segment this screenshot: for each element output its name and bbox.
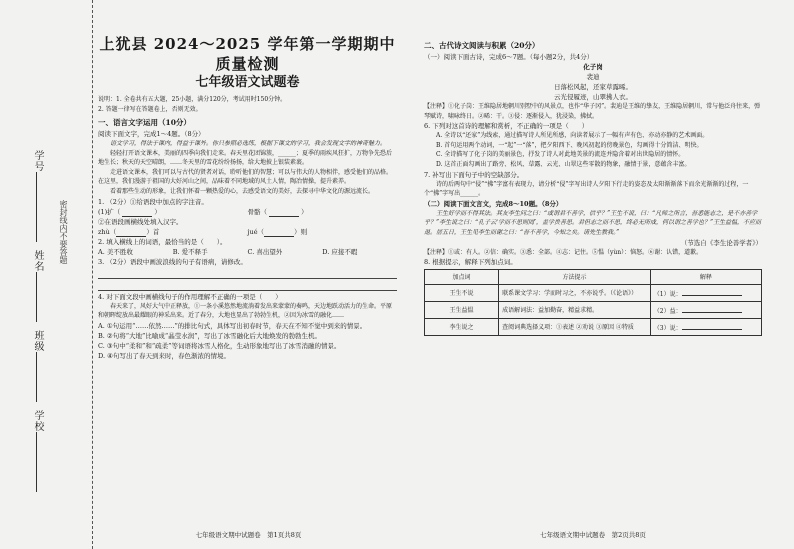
q1b-label: 骨骼（ bbox=[247, 207, 267, 216]
row1-answer-cell[interactable] bbox=[650, 285, 761, 302]
instruction-note-2: 2. 答题一律写在答题卷上，否则无效。 bbox=[98, 106, 202, 113]
row3-answer-label: （3）说： bbox=[653, 325, 682, 333]
q4-option-a[interactable]: A. ①句运用“……依然……”的排比句式，具体写出初春时节，春天在不知不觉中到来的情景。 bbox=[98, 321, 367, 330]
q3-answer-line-2[interactable] bbox=[98, 280, 397, 291]
poem-author: 裴迪 bbox=[586, 73, 600, 81]
question-4: 4. 对下面文段中画横线句子的作用理解不正确的一项是（ ） bbox=[98, 292, 282, 301]
q1d-blank-1[interactable] bbox=[116, 228, 146, 237]
q1a-blank[interactable] bbox=[122, 208, 152, 217]
col-header-answer: 解释 bbox=[650, 270, 761, 285]
table-row bbox=[425, 285, 762, 302]
q2-options bbox=[98, 247, 397, 257]
intro-text: 语文学习，得法于课内，得益于课外。你只参照必选练，根据下课文的学习，我会发现文字的神奇魅力。 bbox=[110, 140, 387, 147]
section-one-heading: 一、语言文字运用（10分） bbox=[98, 118, 191, 127]
row2-word: 王生益愠 bbox=[425, 302, 499, 319]
row1-answer-label: （1）说： bbox=[653, 291, 682, 299]
q2-option-a[interactable]: A. 美不胜收 bbox=[98, 247, 133, 256]
q1d-blank-2[interactable] bbox=[264, 228, 294, 237]
row2-answer-cell[interactable] bbox=[650, 302, 761, 319]
q1a-label: (1)扩（ bbox=[98, 207, 121, 216]
q4-option-b[interactable]: B. ②句将“大地”比喻成“晶莹水润”，写出了冰雪融化后大地焕发的勃勃生机。 bbox=[98, 331, 322, 340]
name-line[interactable] bbox=[36, 272, 37, 322]
q1d-b: ）首 bbox=[146, 227, 160, 236]
q2-option-d[interactable]: D. 应接不暇 bbox=[322, 247, 358, 256]
q6-option-a[interactable]: A. 全诗以“还家”为线索，通过描写诗人所见所感，向读者展示了一幅有声有色、亦动亦静的艺术画面。 bbox=[436, 132, 709, 140]
poem-line-1: 日落松风起，还家草露晞。 bbox=[554, 83, 632, 91]
row2-answer-blank[interactable] bbox=[682, 304, 742, 313]
passage-paragraph-3: 看着那些生动的形象，让我们怀着一颗热爱的心，去感受语文的美好，去探寻中华文化的源远流长。 bbox=[110, 187, 375, 195]
passage-source: （节选自《李生论善学者》） bbox=[680, 238, 762, 247]
q1d-c: jué（ bbox=[247, 227, 265, 236]
q2-option-c[interactable]: C. 喜出望外 bbox=[247, 247, 283, 256]
part-one-heading: （一）阅读下面古诗，完成6～7题。（每小题2分，共4分） bbox=[424, 53, 594, 61]
school-label: 学校 bbox=[32, 410, 43, 432]
student-number-label: 学号 bbox=[32, 150, 43, 172]
q6-option-b[interactable]: B. 首句运用两个动词，一“起”一“落”，把夕阳西下、晚风初起的傍晚景色，勾画得十分简洁、明快。 bbox=[436, 141, 703, 149]
question-2: 2. 填入横线上的词语，最恰当的是（ ）。 bbox=[98, 237, 227, 246]
question-1-part-2: ②在语段画横线处填入汉字。 bbox=[98, 217, 183, 226]
q8-table bbox=[424, 269, 762, 336]
q7-text: 诗的后两句中“侵”“拂”字富有表现力，请分析“侵”字写出诗人夕阳下行走的姿态及太阳渐渐落下而余光渐渐的过程，一个“拂”字写出______。 bbox=[424, 180, 749, 198]
passage-paragraph-2: 走进语文课本，我们可以与古代的贤者对话，聆听他们的智慧；可以与伟大的人物相伴，感受他们的品格。在这里，我们漫游于祖国的大好河山之间，品味着不同地域的风土人情，陶冶情操，提升素养。 bbox=[98, 168, 393, 186]
passage-paragraph-1: 轻轻打开语文课本，美丽的四季向我们走来。春天里花团锦簇，______；夏季的雨疾风狂扩，万物争先恐后地生长；秋天的天空晴朗，……冬天里的雪花纷纷扬扬，给大地披上银装素裹。 bbox=[98, 149, 393, 167]
question-8: 8. 根据提示，解释下列加点词。 bbox=[424, 258, 517, 267]
col-header-hint: 方法提示 bbox=[499, 270, 651, 285]
row3-hint: 查阅词典选择义项：①表述 ②劝说 ③原因 ④特质 bbox=[499, 319, 651, 336]
instruction-note-1: 说明：1. 全卷共有五大题，25小题，满分120分，考试用时150分钟。 bbox=[98, 96, 287, 103]
poem-line-2: 云光侵履迹，山翠拂人衣。 bbox=[554, 93, 632, 101]
q4-option-d[interactable]: D. ④句写出了春天到来时，春色渐浓的情境。 bbox=[98, 351, 230, 360]
q1d-a: zhù（ bbox=[98, 227, 117, 236]
class-label: 班级 bbox=[32, 330, 43, 352]
row3-word: 李生说之 bbox=[425, 319, 499, 336]
seal-line-warning: 密封线内不要答题 bbox=[59, 200, 68, 264]
table-row bbox=[425, 319, 762, 336]
poem-title: 化子岗 bbox=[583, 63, 603, 71]
part-two-heading: （二）阅读下面文言文，完成8～10题。（8分） bbox=[424, 199, 563, 208]
row2-hint: 成语解词法：益加勤奋，精益求精。 bbox=[499, 302, 651, 319]
exam-title: 上犹县 2024～2025 学年第一学期期中质量检测 bbox=[99, 35, 396, 73]
table-row bbox=[425, 302, 762, 319]
class-line[interactable] bbox=[36, 352, 37, 402]
row1-answer-blank[interactable] bbox=[682, 287, 742, 296]
exam-subtitle: 七年级语文试题卷 bbox=[195, 75, 300, 90]
question-6: 6. 下列对这首诗的理解和赏析，不正确的一项是（ ） bbox=[424, 122, 589, 131]
binding-strip bbox=[0, 0, 93, 549]
q6-option-c[interactable]: C. 全诗描写了化子岗的美丽景色，抒发了诗人对此地美景的流连并隐含着对出世隐居的情怀。 bbox=[436, 151, 685, 159]
question-3: 3. （2分）语段中画波浪线的句子有语病，请修改。 bbox=[98, 257, 247, 266]
q2-option-b[interactable]: B. 爱不释手 bbox=[172, 247, 208, 256]
page-one-footer: 七年级语文期中试题卷 第1页共8页 bbox=[195, 531, 302, 539]
q4-passage: 春天来了，风好大气中正释放，①一条小溪悠然地流淌着发出来蒙蒙的奏鸣，天边地跃动活力的生命。平原和朝晖绽放出最耀眼的神采出来。近了春分，大地也显出了勃勃生机，②因为冰雪的融化…… bbox=[98, 302, 393, 320]
row2-answer-label: （2）益： bbox=[653, 308, 682, 316]
section-two-heading: 二、古代诗文阅读与积累（20分） bbox=[424, 41, 540, 50]
row3-answer-blank[interactable] bbox=[682, 321, 742, 330]
q1-pinyin-row: (1)扩（ ） 骨骼（ ） bbox=[98, 207, 308, 216]
row3-answer-cell[interactable] bbox=[650, 319, 761, 336]
page-two bbox=[418, 0, 768, 549]
classical-gloss: 【注释】①或：有人。②信：确实。③悉：全部。④志：记住。⑤愠（yùn）：恼怒。⑥谢：认错，道歉。 bbox=[424, 248, 703, 256]
name-label: 姓名 bbox=[32, 250, 43, 272]
q4-option-c[interactable]: C. ③句中“柔和”和“疏柔”等词语将冰雪人格化，生动形象地写出了冰雪消融的情景。 bbox=[98, 341, 341, 350]
q1b-blank[interactable] bbox=[269, 208, 299, 217]
q1-hanzi-row bbox=[98, 227, 397, 237]
page-one bbox=[92, 0, 405, 549]
table-header-row bbox=[425, 270, 762, 285]
col-header-word: 加点词 bbox=[425, 270, 499, 285]
poem-notes: 【注释】①化子岗：王维隐居地辋川别墅中的风景点，也作“华子冈”。裴迪是王维的挚友，王维隐居辋川，常与他泛舟往来，弹琴赋诗，啸咏终日。②晞：干。③侵：逐渐侵入，犹浸染，拂拭。 bbox=[424, 103, 761, 120]
school-line[interactable] bbox=[36, 432, 37, 492]
row1-hint: 联系课文学习：学而时习之，不亦说乎。（《论语》） bbox=[499, 285, 651, 302]
reading-intro: 阅读下面文字，完成1～4题。（8分） bbox=[98, 130, 205, 138]
student-number-line[interactable] bbox=[36, 172, 37, 242]
question-7: 7. 补写出下面句子中的空缺部分。 bbox=[424, 170, 524, 179]
question-1: 1. （2分）①给语段中加点的字注音。 bbox=[98, 197, 208, 206]
page-two-footer: 七年级语文期中试题卷 第2页共8页 bbox=[540, 531, 646, 539]
row1-word: 王生不说 bbox=[425, 285, 499, 302]
classical-passage: 王生好学而不得其法。其友李生问之曰：“或谓君不善学，信乎？”王生不说，曰：“凡师之所言，吾悉能志之，是不亦善学乎？”李生说之曰：“孔子云‘学而不思则罔’，盖学贵善思。君但志之而不思，终必无所成，何以谓之善学也？”王生益愠，不应而退。居五日，王生见李生而谢之曰：“吾不善学，今知之矣。请先生教我。” bbox=[424, 209, 762, 236]
q6-option-d[interactable]: D. 这首正面勾画出了路旁、松风、草露、云光、山翠这些零散的物象，融情于景，意蕴含丰富。 bbox=[436, 160, 691, 168]
q3-answer-line[interactable] bbox=[98, 268, 397, 279]
q1d-d: ）则 bbox=[294, 227, 308, 236]
